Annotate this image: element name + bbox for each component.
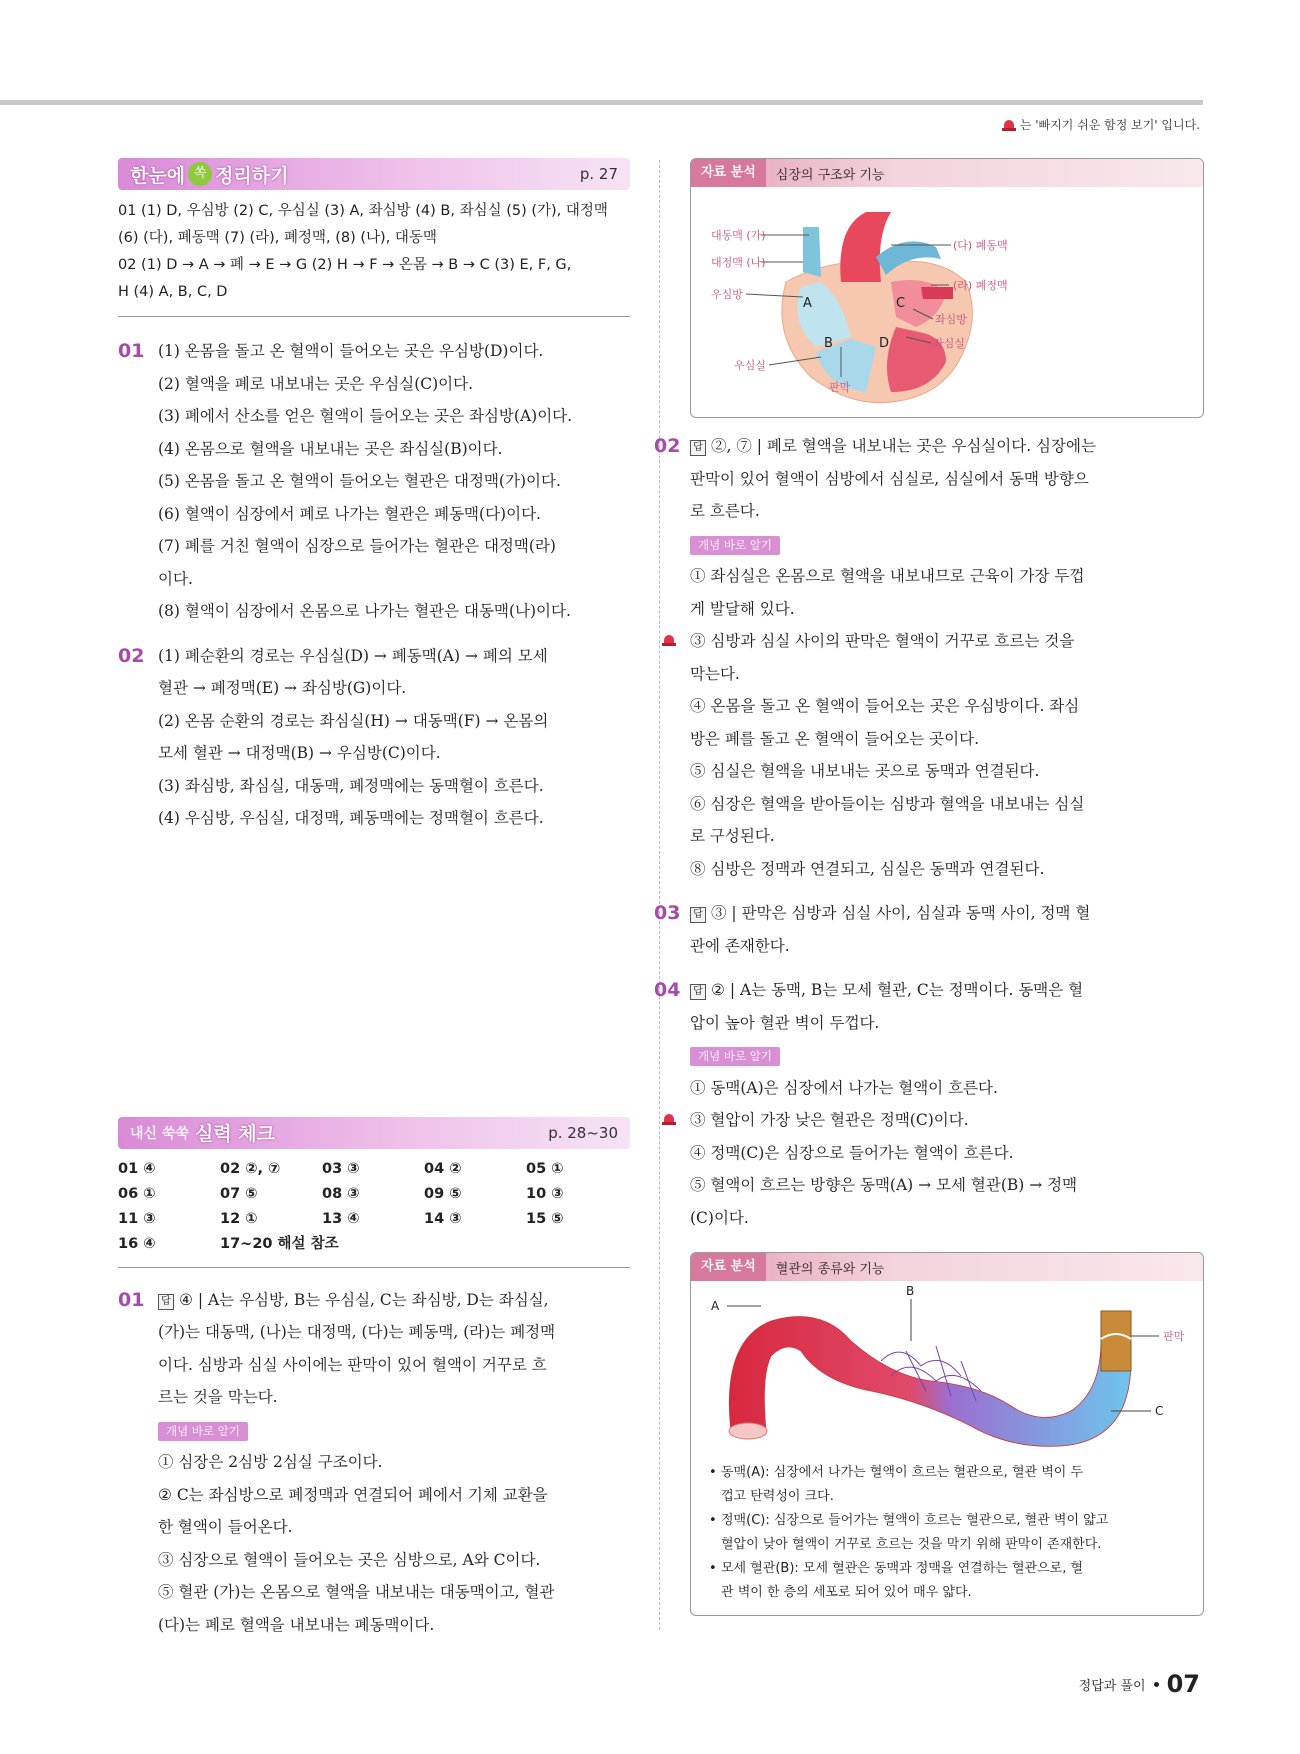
section-header-summary: 한눈에 쏙 정리하기 p. 27 bbox=[118, 158, 630, 190]
answer-icon: 답 bbox=[690, 907, 706, 923]
vessel-notes: • 동맥(A): 심장에서 나가는 혈액이 흐르는 혈관으로, 혈관 벽이 두 껍고 탄력성이 크다. • 정맥(C): 심장으로 들어가는 혈액이 흐르는 혈관으로, 혈관 벽이 얇고 혈압이 낮아 혈액이 거꾸로 흐르는 것을 막기 위해 판막이 존재한다. • 모세 혈관(B): 모세 혈관은 동맥과 정맥을 연결하는 혈관으로, 혈 관 벽이 한 층의 세포로 되어 있어 매우 얇다. bbox=[691, 1455, 1203, 1615]
explanation-item-01: 01 (1) 온몸을 돌고 온 혈액이 들어오는 곳은 우심방(D)이다. (2) 혈액을 폐로 내보내는 곳은 우심실(C)이다. (3) 폐에서 산소를 얻은 혈액이 들어오는 곳은 좌심방(A)이다. (4) 온몸으로 혈액을 내보내는 곳은 좌심실(B)이다. (5) 온몸을 돌고 온 혈액이 들어오는 혈관은 대정맥(가)이다. (6) 혈액이 심장에서 폐로 나가는 혈관은 폐동맥(다)이다. (7) 폐를 거친 혈액이 심장으로 들어가는 혈관은 대정맥(라) 이다. (8) 혈액이 심장에서 온몸으로 나가는 혈관은 대동맥(나)이다. bbox=[118, 340, 573, 620]
top-rule bbox=[0, 100, 1203, 105]
ssok-badge: 쏙 bbox=[188, 162, 212, 186]
label-aorta: 대동맥 (가) bbox=[711, 229, 766, 242]
label-pa: (다) 폐동맥 bbox=[953, 239, 1008, 252]
summary-answers: 01 (1) D, 우심방 (2) C, 우심실 (3) A, 좌심방 (4) B, 좌심실 (5) (가), 대정맥 (6) (다), 폐동맥 (7) (라), 폐정맥, (8) (나), 대동맥 02 (1) D → A → 폐 → E → G (2) H → F → 온몸 → B → C (3) E, F, G, H (4) A, B, C, D bbox=[118, 190, 630, 317]
siren-icon bbox=[662, 634, 676, 646]
label-vena: 대정맥 (나) bbox=[711, 256, 766, 269]
section-header-check: 내신 쑥쑥 실력 체크 p. 28~30 bbox=[118, 1117, 630, 1149]
figure-heart: 자료 분석 심장의 구조와 기능 대동맥 (가) 대정맥 (나) 우심방 우심실 (다) 폐동맥 (라) 폐정맥 좌심방 좌심실 판막 A B C D bbox=[690, 158, 1204, 418]
label-rv: 우심실 bbox=[734, 359, 766, 372]
section-page: p. 27 bbox=[579, 165, 618, 183]
answer-icon: 답 bbox=[690, 984, 706, 1000]
pulmonary-vein-shape bbox=[921, 287, 953, 299]
right-column bbox=[654, 158, 1204, 1616]
column-divider bbox=[659, 160, 660, 1630]
page-footer: 정답과 풀이 07 bbox=[1078, 1670, 1200, 1698]
concept-tag: 개념 바로 알기 bbox=[158, 1422, 248, 1441]
vessel-label-valve: 판막 bbox=[1163, 1330, 1185, 1343]
concept-tag: 개념 바로 알기 bbox=[690, 1047, 780, 1066]
explanation-item-02: 02 (1) 폐순환의 경로는 우심실(D) → 폐동맥(A) → 폐의 모세 혈관 → 폐정맥(E) → 좌심방(G)이다. (2) 온몸 순환의 경로는 좌심실(H) → 대동맥(F) → 온몸의 모세 혈관 → 대정맥(B) → 우심방(C)이다. (3) 좌심방, 좌심실, 대동맥, 폐정맥에는 동맥혈이 흐른다. (4) 우심방, 우심실, 대정맥, 폐동맥에는 정맥혈이 흐른다. bbox=[118, 644, 549, 827]
label-B: B bbox=[824, 336, 833, 351]
heart-diagram bbox=[691, 187, 1203, 413]
label-la: 좌심방 bbox=[935, 313, 967, 326]
answer-icon: 답 bbox=[690, 440, 706, 456]
label-lv: 좌심실 bbox=[933, 337, 965, 350]
vessel-label-B: B bbox=[906, 1284, 915, 1298]
figure-vessels: 자료 분석 혈관의 종류와 기능 A B 판막 C • 동맥(A): 심장에서 나가는 혈액이 흐르는 혈관으로, 혈관 벽이 두 껍고 탄력성이 크다. • 정맥(C): 심장으로 들어가는 혈액이 흐르는 혈관으로, 혈관 벽이 얇고 혈압이 낮아 혈액이 거꾸로 흐르는 것을 막기 위해 판막이 존재한다. • 모세 혈관(B): 모세 혈관은 동맥과 정맥을 연결하는 혈관으로, 혈 관 벽이 한 층의 세포로 되어 있어 매우 얇다. bbox=[690, 1252, 1204, 1616]
label-ra: 우심방 bbox=[711, 288, 743, 301]
vein-opening bbox=[1101, 1311, 1131, 1371]
section-page: p. 28~30 bbox=[548, 1123, 618, 1142]
page-number: 07 bbox=[1166, 1670, 1200, 1698]
label-D: D bbox=[879, 336, 890, 351]
answer-icon: 답 bbox=[158, 1294, 174, 1310]
label-C: C bbox=[896, 296, 906, 311]
explanation-item-check-01: 01 답 ④ | A는 우심방, B는 우심실, C는 좌심방, D는 좌심실, (가)는 대동맥, (나)는 대정맥, (다)는 폐동맥, (라)는 폐정맥 이다. 심방과 심실 사이에는 판막이 있어 혈액이 거꾸로 흐 르는 것을 막는다. 개념 바로 알기 ① 심장은 2심방 2심실 구조이다. ② C는 좌심방으로 폐정맥과 연결되어 폐에서 기체 교환을 한 혈액이 들어온다. ③ 심장으로 혈액이 들어오는 곳은 심방으로, A와 C이다. ⑤ 혈관 (가)는 온몸으로 혈액을 내보내는 대동맥이고, 혈관 (다)는 폐로 혈액을 내보내는 폐동맥이다. bbox=[118, 1288, 556, 1634]
siren-icon bbox=[1002, 119, 1016, 131]
explanation-item-check-03: 03 답 ③ | 판막은 심방과 심실 사이, 심실과 동맥 사이, 정맥 혈 관에 존재한다. bbox=[654, 902, 1091, 955]
trap-notice: 는 '빠지기 쉬운 함정 보기' 입니다. bbox=[1002, 116, 1200, 133]
answer-grid: 01 ④ 02 ②, ⑦ 03 ③ 04 ② 05 ① 06 ① 07 ⑤ 08 ③ 09 ⑤ 10 ③ 11 ③ 12 ① 13 ④ 14 ③ 15 ⑤ 16 ④ 17~20 해설 참조 bbox=[118, 1157, 630, 1268]
vessel-label-C: C bbox=[1155, 1404, 1164, 1418]
label-valve: 판막 bbox=[829, 381, 851, 394]
artery-cross-section bbox=[729, 1423, 767, 1439]
label-pv: (라) 폐정맥 bbox=[953, 279, 1008, 292]
left-column bbox=[118, 158, 630, 1641]
concept-tag: 개념 바로 알기 bbox=[690, 536, 780, 555]
explanation-item-check-02: 02 답 ②, ⑦ | 폐로 혈액을 내보내는 곳은 우심실이다. 심장에는 판막이 있어 혈액이 심방에서 심실로, 심실에서 동맥 방향으 로 흐른다. 개념 바로 알기 ① 좌심실은 온몸으로 혈액을 내보내므로 근육이 가장 두껍 게 발달해 있다. ③ 심방과 심실 사이의 판막은 혈액이 거꾸로 흐르는 것을 막는다. ④ 온몸을 돌고 온 혈액이 들어오는 곳은 우심방이다. 좌심 방은 폐를 돌고 온 혈액이 들어오는 곳이다. ⑤ 심실은 혈액을 내보내는 곳으로 동맥과 연결된다. ⑥ 심장은 혈액을 받아들이는 심방과 혈액을 내보내는 심실 로 구성된다. ⑧ 심방은 정맥과 연결되고, 심실은 동맥과 연결된다. bbox=[654, 435, 1096, 878]
vessel-body bbox=[729, 1311, 1131, 1446]
vessel-diagram bbox=[691, 1281, 1203, 1451]
explanation-item-check-04: 04 답 ② | A는 동맥, B는 모세 혈관, C는 정맥이다. 동맥은 혈 압이 높아 혈관 벽이 두껍다. 개념 바로 알기 ① 동맥(A)은 심장에서 나가는 혈액이 흐른다. ③ 혈압이 가장 낮은 혈관은 정맥(C)이다. ④ 정맥(C)은 심장으로 들어가는 혈액이 흐른다. ⑤ 혈액이 흐르는 방향은 동맥(A) → 모세 혈관(B) → 정맥 (C)이다. bbox=[654, 979, 1084, 1227]
label-A: A bbox=[803, 296, 812, 311]
siren-icon bbox=[662, 1113, 676, 1125]
bullet-icon bbox=[1154, 1682, 1159, 1687]
vessel-label-A: A bbox=[711, 1299, 720, 1313]
